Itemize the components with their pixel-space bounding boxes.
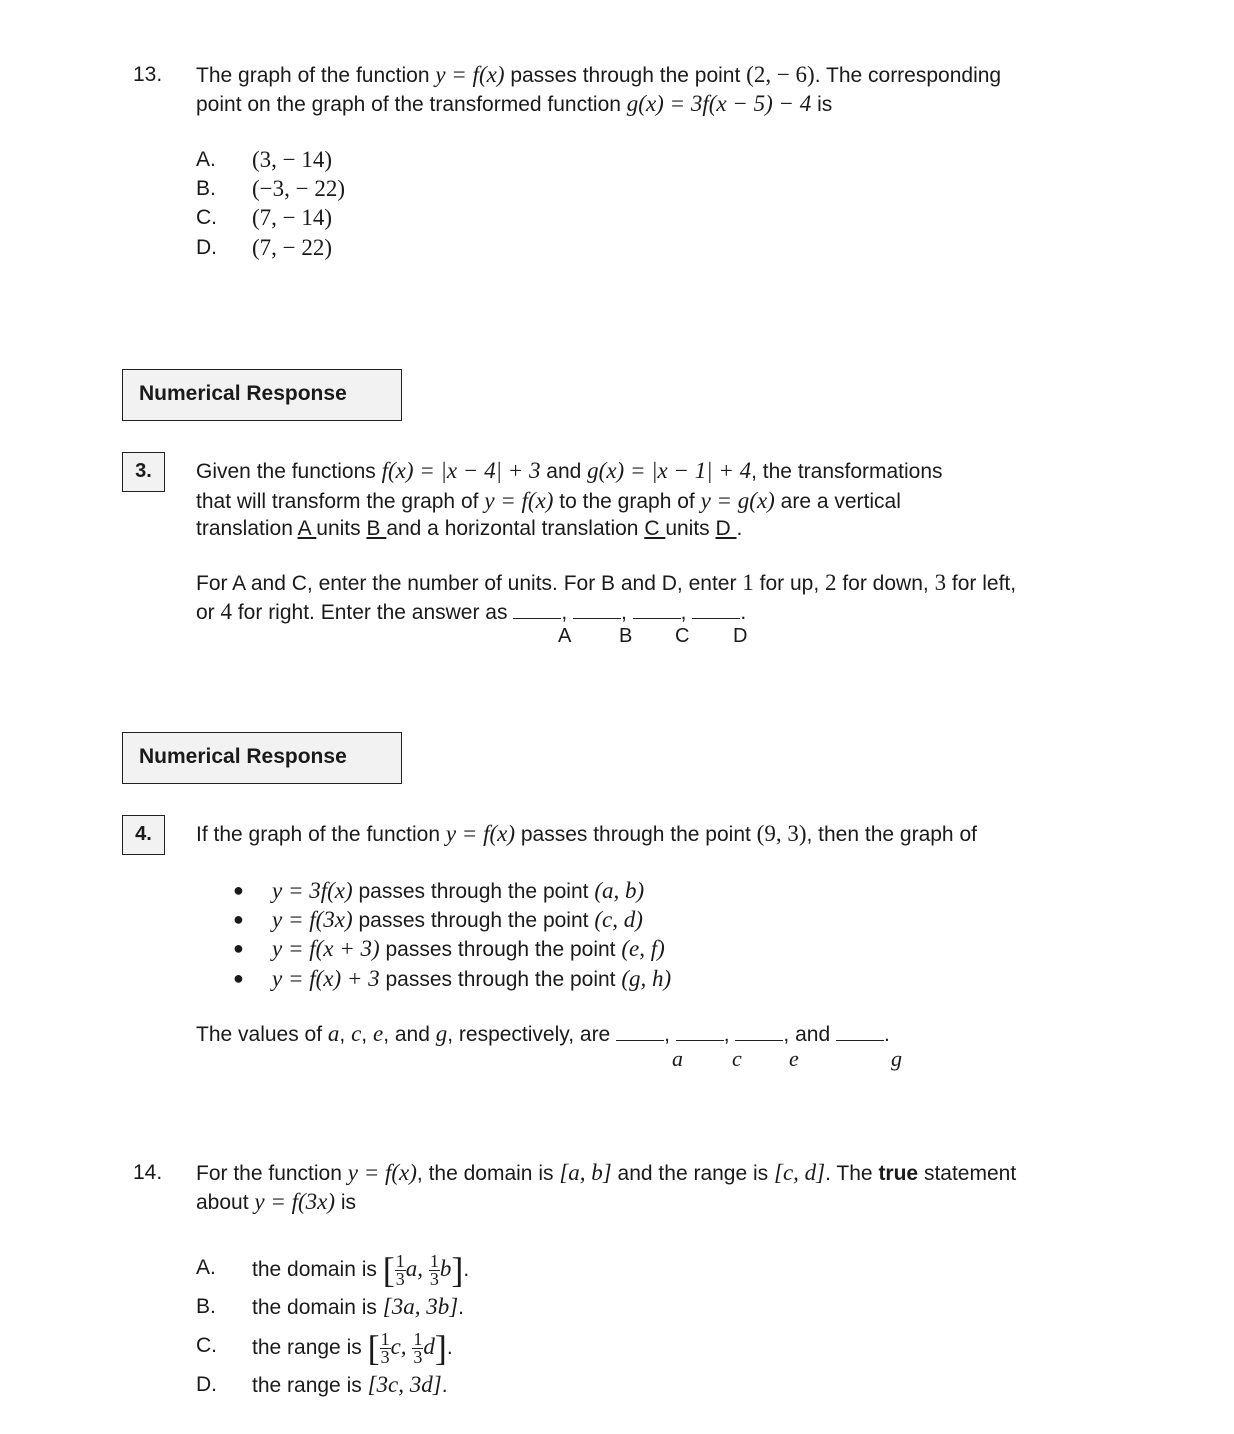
nr3-blank-label-a: A: [558, 625, 572, 647]
nr4-stem-line1: If the graph of the function y = f(x) passes through the point (9, 3), then the graph of: [196, 821, 977, 846]
fraction: $\frac{1}{3}$: [380, 1329, 390, 1367]
q13-option-label-b[interactable]: B.: [196, 177, 216, 200]
q13-option-label-c[interactable]: C.: [196, 206, 217, 229]
nr4-bullet-icon: ●: [233, 909, 244, 929]
nr4-blank-label-e: e: [789, 1046, 799, 1071]
nr4-bullet-icon: ●: [233, 880, 244, 900]
fraction: $\frac{1}{3}$: [413, 1329, 423, 1367]
nr3-stem-line2: that will transform the graph of y = f(x) to the graph of y = g(x) are a vertical: [196, 488, 901, 513]
nr3-blank-label-c: C: [675, 625, 690, 647]
q14-stem-line1: For the function y = f(x), the domain is [a, b] and the range is [c, d]. The true statement: [196, 1160, 1017, 1185]
nr4-blank-label-g: g: [891, 1046, 902, 1071]
q14-stem-line2: about y = f(3x) is: [196, 1189, 357, 1214]
nr3-blank-label-b: B: [619, 625, 633, 647]
q13-stem-line1: The graph of the function y = f(x) passes through the point (2, − 6). The corresponding: [196, 62, 1002, 87]
nr4-blank-g[interactable]: [836, 1020, 884, 1041]
nr4-bullet-item: y = 3f(x) passes through the point (a, b): [272, 878, 645, 903]
nr3-blank-a[interactable]: [513, 598, 561, 619]
q14-option-text-b[interactable]: the domain is [3a, 3b].: [252, 1294, 464, 1319]
nr3-instruction-line1: For A and C, enter the number of units. For B and D, enter 1 for up, 2 for down, 3 for left,: [196, 570, 1017, 595]
nr4-values-line: The values of a, c, e, and g, respectively, are , , , and .: [196, 1021, 890, 1046]
q14-option-label-c[interactable]: C.: [196, 1334, 217, 1357]
nr4-number-box: 4.: [122, 815, 165, 855]
nr4-blank-a[interactable]: [616, 1020, 664, 1041]
q13-number: 13.: [133, 63, 163, 86]
q14-number: 14.: [133, 1161, 163, 1184]
q14-option-label-a[interactable]: A.: [196, 1256, 216, 1279]
fraction: $\frac{1}{3}$: [429, 1251, 439, 1289]
fraction: $\frac{1}{3}$: [395, 1251, 405, 1289]
q13-option-value-a[interactable]: (3, − 14): [252, 147, 333, 172]
nr4-bullet-item: y = f(x) + 3 passes through the point (g, h): [272, 966, 672, 991]
q13-option-value-b[interactable]: (−3, − 22): [252, 176, 346, 201]
nr3-blank-c[interactable]: [633, 598, 681, 619]
nr4-bullet-icon: ●: [233, 938, 244, 958]
nr3-stem-line1: Given the functions f(x) = |x − 4| + 3 and g(x) = |x − 1| + 4, the transformations: [196, 458, 943, 483]
nr3-instruction-line2: or 4 for right. Enter the answer as , , , .: [196, 599, 747, 624]
nr4-blank-c[interactable]: [676, 1020, 724, 1041]
nr4-bullet-item: y = f(3x) passes through the point (c, d): [272, 907, 643, 932]
nr4-bullet-icon: ●: [233, 968, 244, 988]
q13-option-label-a[interactable]: A.: [196, 148, 216, 171]
q14-option-text-d[interactable]: the range is [3c, 3d].: [252, 1372, 448, 1397]
q14-option-label-d[interactable]: D.: [196, 1373, 217, 1396]
nr3-number-box: 3.: [122, 452, 165, 492]
nr4-bullet-item: y = f(x + 3) passes through the point (e, f): [272, 936, 665, 961]
nr3-stem-line3: translation A units B and a horizontal translation C units D .: [196, 517, 743, 540]
nr3-blank-b[interactable]: [573, 598, 621, 619]
q14-option-text-c[interactable]: the range is [ $\frac{1}{3}$ c, $\frac{1}{3}$ d].: [252, 1328, 453, 1368]
q13-option-label-d[interactable]: D.: [196, 236, 217, 259]
q13-option-value-c[interactable]: (7, − 14): [252, 205, 333, 230]
nr3-blank-label-d: D: [733, 625, 748, 647]
q13-option-value-d[interactable]: (7, − 22): [252, 235, 333, 260]
nr4-blank-label-a: a: [672, 1046, 683, 1071]
q13-stem-line2: point on the graph of the transformed function g(x) = 3f(x − 5) − 4 is: [196, 91, 833, 116]
nr3-blank-d[interactable]: [692, 598, 740, 619]
nr3-header: Numerical Response: [122, 369, 402, 421]
nr4-header: Numerical Response: [122, 732, 402, 784]
q14-option-text-a[interactable]: the domain is [ $\frac{1}{3}$ a, $\frac{1}{3}$ b].: [252, 1250, 470, 1290]
nr4-blank-e[interactable]: [735, 1020, 783, 1041]
nr4-blank-label-c: c: [732, 1046, 742, 1071]
q14-option-label-b[interactable]: B.: [196, 1295, 216, 1318]
